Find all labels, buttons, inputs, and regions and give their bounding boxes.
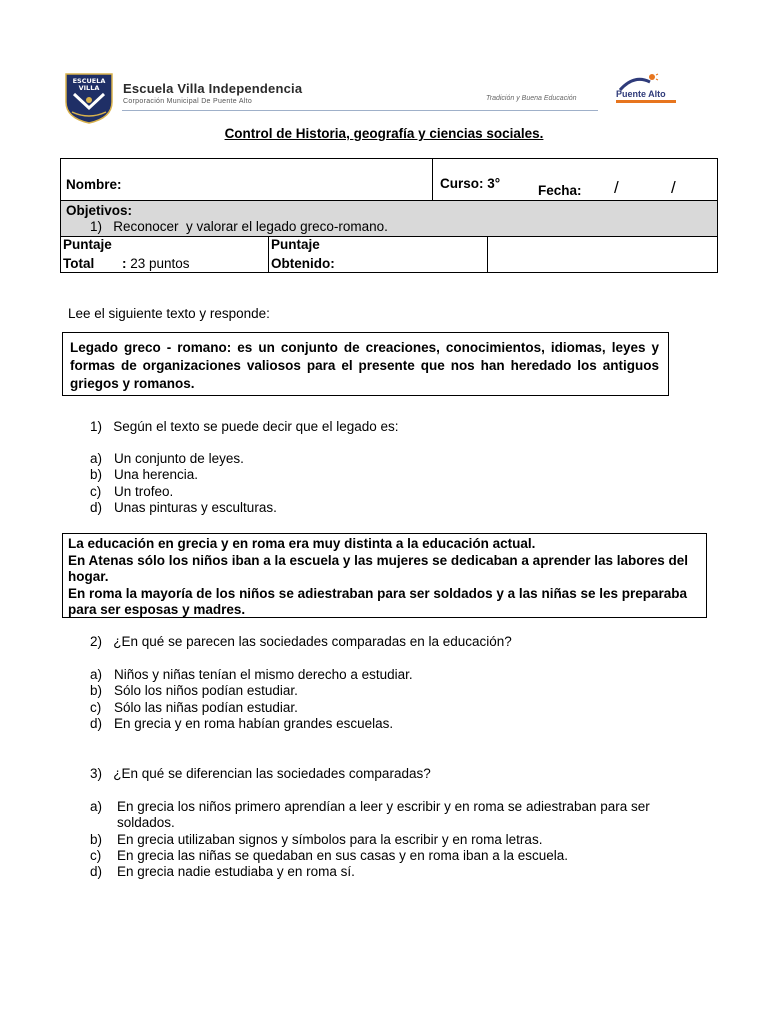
date-separator: /: [614, 178, 619, 197]
list-item: c) En grecia las niñas se quedaban en sus casas y en roma iban a la escuela.: [90, 847, 569, 863]
list-item: c) Un trofeo.: [90, 483, 174, 499]
list-item: c) Sólo las niñas podían estudiar.: [90, 699, 298, 715]
date-label: Fecha:: [538, 183, 582, 198]
text-box-line: En Atenas sólo los niños iban a la escuela y las mujeres se dedicaban a aprender las labores del hogar.: [68, 552, 688, 584]
school-name: Escuela Villa Independencia: [123, 81, 303, 96]
objectives-label: Objetivos:: [66, 203, 133, 218]
question-text: Según el texto se puede decir que el legado es:: [113, 419, 399, 434]
table-rule: [432, 158, 433, 200]
instruction: Lee el siguiente texto y responde:: [68, 306, 270, 321]
list-item: a) En grecia los niños primero aprendían a leer y escribir y en roma se adiestraban para ser soldados.: [90, 799, 650, 831]
question-text: ¿En qué se diferencian las sociedades comparadas?: [113, 766, 431, 781]
question-number: 3): [90, 766, 103, 781]
list-item: b) Sólo los niños podían estudiar.: [90, 683, 298, 699]
table-rule: [268, 236, 269, 273]
list-item: a) Niños y niñas tenían el mismo derecho a estudiar.: [90, 667, 413, 682]
date-separator: /: [671, 178, 676, 197]
question-number: 1): [90, 419, 103, 434]
list-item: b) En grecia utilizaban signos y símbolos para la escribir y en roma letras.: [90, 831, 543, 847]
text-box-educacion: [62, 533, 707, 618]
score-obtained-label-2: Obtenido:: [271, 256, 335, 271]
document-title: Control de Historia, geografía y ciencias sociales.: [224, 126, 544, 141]
list-item: b) Una herencia.: [90, 467, 199, 483]
school-crest-logo: [64, 72, 114, 124]
score-total-value: : 23 puntos: [122, 256, 190, 271]
table-rule: [487, 236, 488, 273]
puente-alto-text: Puente Alto: [616, 89, 666, 99]
puente-alto-underline: [616, 100, 676, 103]
text-box-legado: [62, 332, 669, 396]
text-box-line: La educación en grecia y en roma era muy distinta a la educación actual.: [68, 536, 536, 551]
text-box-line: En roma la mayoría de los niños se adiestraban para ser soldados y a las niñas se les preparaba para ser esposas y madres.: [68, 585, 688, 617]
tagline: Tradición y Buena Educación: [486, 95, 577, 102]
svg-text:VILLA: VILLA: [78, 84, 100, 92]
question-2: [90, 634, 512, 649]
table-rule: [60, 236, 718, 237]
list-item: d) En grecia y en roma habían grandes escuelas.: [90, 715, 394, 731]
score-total-label: Puntaje: [63, 237, 112, 252]
question-2-options: [90, 667, 413, 732]
list-item: a) Un conjunto de leyes.: [90, 451, 244, 466]
question-number: 2): [90, 634, 103, 649]
list-item: d) En grecia nadie estudiaba y en roma sí.: [90, 864, 355, 880]
question-text: ¿En qué se parecen las sociedades comparadas en la educación?: [113, 634, 512, 649]
text-box-legado-content: Legado greco - romano: es un conjunto de creaciones, conocimientos, idiomas, leyes y formas de organizaciones valiosos para el presente que nos han heredado los antiguos griegos y romanos.: [70, 340, 659, 391]
question-1: [90, 419, 399, 434]
name-label: Nombre:: [66, 177, 122, 192]
svg-text:ESCUELA: ESCUELA: [72, 77, 106, 85]
score-total-label-2: Total: [63, 256, 95, 271]
objective-item: 1) Reconocer y valorar el legado greco-romano.: [90, 219, 388, 234]
header-divider: [122, 110, 598, 111]
course-label: Curso: 3°: [440, 176, 501, 191]
question-1-options: [90, 451, 277, 516]
score-obtained-label: Puntaje: [271, 237, 320, 252]
question-3: [90, 766, 431, 781]
question-3-options: [90, 799, 690, 880]
list-item: d) Unas pinturas y esculturas.: [90, 499, 277, 515]
corporation-name: Corporación Municipal De Puente Alto: [123, 98, 253, 105]
